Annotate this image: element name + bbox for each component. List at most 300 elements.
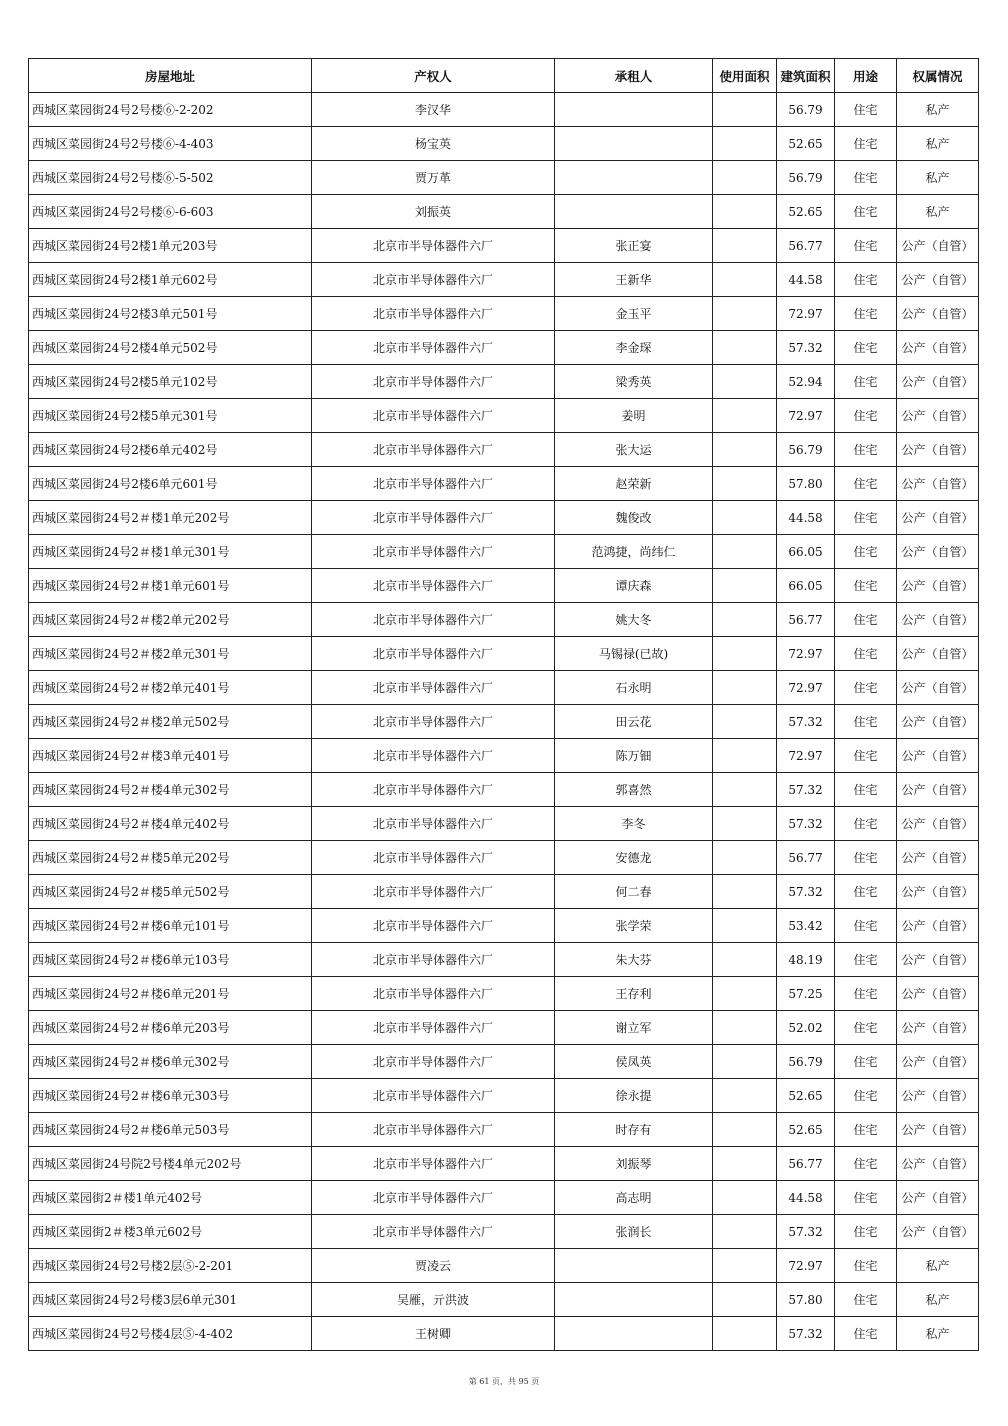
header-usage: 用途 (835, 59, 897, 93)
table-row (29, 569, 979, 603)
cell-ownership: 公产（自管） (897, 1045, 979, 1079)
cell-address: 西城区菜园街24号2＃楼2单元502号 (29, 705, 312, 739)
cell-ownership: 公产（自管） (897, 739, 979, 773)
table-row (29, 467, 979, 501)
cell-owner: 北京市半导体器件六厂 (312, 807, 555, 841)
cell-building-area: 72.97 (777, 1249, 835, 1283)
cell-usable-area (713, 297, 777, 331)
cell-building-area: 44.58 (777, 263, 835, 297)
cell-usage: 住宅 (835, 1045, 897, 1079)
cell-building-area: 72.97 (777, 637, 835, 671)
property-table (28, 58, 979, 1351)
table-row (29, 1113, 979, 1147)
cell-owner: 北京市半导体器件六厂 (312, 1045, 555, 1079)
cell-ownership: 公产（自管） (897, 229, 979, 263)
cell-usage: 住宅 (835, 1215, 897, 1249)
cell-tenant: 郭喜然 (555, 773, 713, 807)
cell-address: 西城区菜园街24号2楼6单元601号 (29, 467, 312, 501)
cell-usable-area (713, 807, 777, 841)
cell-ownership: 公产（自管） (897, 263, 979, 297)
cell-owner: 北京市半导体器件六厂 (312, 671, 555, 705)
header-owner: 产权人 (312, 59, 555, 93)
cell-usage: 住宅 (835, 467, 897, 501)
cell-building-area: 57.32 (777, 331, 835, 365)
cell-building-area: 53.42 (777, 909, 835, 943)
cell-usable-area (713, 875, 777, 909)
cell-usage: 住宅 (835, 1283, 897, 1317)
cell-usable-area (713, 93, 777, 127)
cell-owner: 北京市半导体器件六厂 (312, 569, 555, 603)
cell-tenant: 朱大芬 (555, 943, 713, 977)
table-row (29, 739, 979, 773)
table-row (29, 1045, 979, 1079)
cell-usage: 住宅 (835, 263, 897, 297)
table-row (29, 229, 979, 263)
cell-usage: 住宅 (835, 161, 897, 195)
header-ownership: 权属情况 (897, 59, 979, 93)
table-row (29, 331, 979, 365)
cell-building-area: 52.02 (777, 1011, 835, 1045)
cell-ownership: 公产（自管） (897, 467, 979, 501)
cell-building-area: 66.05 (777, 535, 835, 569)
cell-owner: 北京市半导体器件六厂 (312, 399, 555, 433)
cell-building-area: 57.32 (777, 1317, 835, 1351)
cell-tenant: 范鸿捷，尚纬仁 (555, 535, 713, 569)
cell-building-area: 57.80 (777, 467, 835, 501)
cell-tenant: 赵荣新 (555, 467, 713, 501)
cell-ownership: 私产 (897, 1317, 979, 1351)
table-row (29, 161, 979, 195)
cell-address: 西城区菜园街24号2楼5单元102号 (29, 365, 312, 399)
cell-building-area: 57.32 (777, 807, 835, 841)
cell-address: 西城区菜园街24号2＃楼6单元201号 (29, 977, 312, 1011)
cell-usable-area (713, 739, 777, 773)
cell-ownership: 私产 (897, 161, 979, 195)
cell-ownership: 公产（自管） (897, 501, 979, 535)
cell-usable-area (713, 1215, 777, 1249)
cell-usable-area (713, 671, 777, 705)
cell-building-area: 57.25 (777, 977, 835, 1011)
cell-usage: 住宅 (835, 331, 897, 365)
cell-address: 西城区菜园街24号2＃楼3单元401号 (29, 739, 312, 773)
cell-usable-area (713, 161, 777, 195)
table-row (29, 263, 979, 297)
cell-usage: 住宅 (835, 671, 897, 705)
cell-usable-area (713, 909, 777, 943)
table-row (29, 1317, 979, 1351)
cell-address: 西城区菜园街24号2号楼⑥-5-502 (29, 161, 312, 195)
cell-address: 西城区菜园街24号2号楼4层⑤-4-402 (29, 1317, 312, 1351)
cell-tenant: 石永明 (555, 671, 713, 705)
cell-owner: 北京市半导体器件六厂 (312, 637, 555, 671)
cell-usage: 住宅 (835, 229, 897, 263)
cell-ownership: 公产（自管） (897, 977, 979, 1011)
table-row (29, 773, 979, 807)
cell-address: 西城区菜园街24号2＃楼2单元401号 (29, 671, 312, 705)
cell-usage: 住宅 (835, 1011, 897, 1045)
cell-tenant: 梁秀英 (555, 365, 713, 399)
cell-ownership: 公产（自管） (897, 705, 979, 739)
cell-tenant: 谢立军 (555, 1011, 713, 1045)
table-row (29, 93, 979, 127)
cell-address: 西城区菜园街24号2＃楼6单元503号 (29, 1113, 312, 1147)
cell-usable-area (713, 705, 777, 739)
cell-address: 西城区菜园街2＃楼1单元402号 (29, 1181, 312, 1215)
cell-usage: 住宅 (835, 1147, 897, 1181)
header-tenant: 承租人 (555, 59, 713, 93)
cell-ownership: 公产（自管） (897, 535, 979, 569)
cell-ownership: 公产（自管） (897, 331, 979, 365)
table-row (29, 841, 979, 875)
cell-usage: 住宅 (835, 1317, 897, 1351)
cell-tenant (555, 93, 713, 127)
cell-owner: 北京市半导体器件六厂 (312, 297, 555, 331)
cell-address: 西城区菜园街24号2＃楼1单元301号 (29, 535, 312, 569)
table-header-row (29, 59, 979, 93)
cell-tenant: 田云花 (555, 705, 713, 739)
cell-tenant: 姜明 (555, 399, 713, 433)
cell-owner: 北京市半导体器件六厂 (312, 909, 555, 943)
cell-tenant: 张正宴 (555, 229, 713, 263)
cell-owner: 吴雁，亓洪波 (312, 1283, 555, 1317)
cell-building-area: 72.97 (777, 399, 835, 433)
cell-usable-area (713, 127, 777, 161)
cell-usable-area (713, 1317, 777, 1351)
table-row (29, 127, 979, 161)
table-row (29, 637, 979, 671)
cell-usage: 住宅 (835, 195, 897, 229)
cell-owner: 北京市半导体器件六厂 (312, 263, 555, 297)
cell-ownership: 公产（自管） (897, 943, 979, 977)
cell-usage: 住宅 (835, 501, 897, 535)
table-row (29, 807, 979, 841)
cell-usage: 住宅 (835, 569, 897, 603)
cell-usable-area (713, 1249, 777, 1283)
cell-ownership: 公产（自管） (897, 637, 979, 671)
cell-building-area: 56.79 (777, 161, 835, 195)
cell-owner: 北京市半导体器件六厂 (312, 1181, 555, 1215)
cell-tenant: 陈万钿 (555, 739, 713, 773)
cell-usable-area (713, 569, 777, 603)
cell-owner: 北京市半导体器件六厂 (312, 1147, 555, 1181)
table-row (29, 943, 979, 977)
cell-owner: 北京市半导体器件六厂 (312, 1011, 555, 1045)
table-row (29, 1283, 979, 1317)
table-row (29, 603, 979, 637)
cell-address: 西城区菜园街24号2＃楼1单元202号 (29, 501, 312, 535)
page-number: 第 61 页，共 95 页 (468, 1377, 540, 1386)
cell-usage: 住宅 (835, 739, 897, 773)
cell-building-area: 48.19 (777, 943, 835, 977)
cell-tenant: 时存有 (555, 1113, 713, 1147)
cell-usage: 住宅 (835, 909, 897, 943)
cell-tenant: 王新华 (555, 263, 713, 297)
cell-building-area: 56.77 (777, 841, 835, 875)
cell-ownership: 私产 (897, 93, 979, 127)
cell-building-area: 52.65 (777, 1079, 835, 1113)
cell-building-area: 72.97 (777, 671, 835, 705)
cell-address: 西城区菜园街24号院2号楼4单元202号 (29, 1147, 312, 1181)
header-address: 房屋地址 (29, 59, 312, 93)
cell-usable-area (713, 433, 777, 467)
cell-usage: 住宅 (835, 1249, 897, 1283)
cell-tenant: 张大运 (555, 433, 713, 467)
cell-building-area: 57.80 (777, 1283, 835, 1317)
cell-tenant: 王存利 (555, 977, 713, 1011)
cell-owner: 北京市半导体器件六厂 (312, 501, 555, 535)
table-row (29, 433, 979, 467)
cell-building-area: 56.79 (777, 433, 835, 467)
cell-usage: 住宅 (835, 637, 897, 671)
header-usable-area: 使用面积 (713, 59, 777, 93)
cell-owner: 刘振英 (312, 195, 555, 229)
cell-owner: 杨宝英 (312, 127, 555, 161)
cell-tenant: 安德龙 (555, 841, 713, 875)
cell-tenant: 谭庆森 (555, 569, 713, 603)
cell-owner: 北京市半导体器件六厂 (312, 739, 555, 773)
cell-usable-area (713, 637, 777, 671)
cell-address: 西城区菜园街24号2楼5单元301号 (29, 399, 312, 433)
table-body (29, 93, 979, 1351)
cell-ownership: 公产（自管） (897, 1147, 979, 1181)
cell-ownership: 私产 (897, 195, 979, 229)
table-row (29, 705, 979, 739)
cell-usable-area (713, 467, 777, 501)
cell-building-area: 56.77 (777, 229, 835, 263)
cell-building-area: 44.58 (777, 501, 835, 535)
cell-ownership: 公产（自管） (897, 365, 979, 399)
cell-usable-area (713, 977, 777, 1011)
cell-usage: 住宅 (835, 841, 897, 875)
cell-ownership: 公产（自管） (897, 399, 979, 433)
cell-building-area: 52.65 (777, 195, 835, 229)
cell-address: 西城区菜园街24号2＃楼5单元202号 (29, 841, 312, 875)
cell-owner: 贾凌云 (312, 1249, 555, 1283)
cell-usable-area (713, 773, 777, 807)
cell-ownership: 公产（自管） (897, 1181, 979, 1215)
table-row (29, 909, 979, 943)
cell-ownership: 公产（自管） (897, 909, 979, 943)
cell-owner: 北京市半导体器件六厂 (312, 1113, 555, 1147)
table-row (29, 671, 979, 705)
table-row (29, 1181, 979, 1215)
cell-tenant: 马锡禄(已故) (555, 637, 713, 671)
cell-building-area: 57.32 (777, 875, 835, 909)
cell-address: 西城区菜园街24号2＃楼2单元202号 (29, 603, 312, 637)
cell-building-area: 72.97 (777, 297, 835, 331)
cell-address: 西城区菜园街24号2号楼3层6单元301 (29, 1283, 312, 1317)
cell-tenant: 高志明 (555, 1181, 713, 1215)
cell-usable-area (713, 1283, 777, 1317)
cell-usable-area (713, 535, 777, 569)
cell-ownership: 公产（自管） (897, 569, 979, 603)
cell-ownership: 公产（自管） (897, 671, 979, 705)
cell-owner: 贾万革 (312, 161, 555, 195)
cell-address: 西城区菜园街24号2＃楼1单元601号 (29, 569, 312, 603)
cell-address: 西城区菜园街24号2＃楼6单元101号 (29, 909, 312, 943)
cell-building-area: 52.65 (777, 1113, 835, 1147)
cell-building-area: 72.97 (777, 739, 835, 773)
cell-tenant: 刘振琴 (555, 1147, 713, 1181)
cell-building-area: 57.32 (777, 773, 835, 807)
cell-tenant: 姚大冬 (555, 603, 713, 637)
cell-owner: 北京市半导体器件六厂 (312, 467, 555, 501)
cell-address: 西城区菜园街24号2号楼⑥-4-403 (29, 127, 312, 161)
cell-ownership: 公产（自管） (897, 603, 979, 637)
cell-owner: 北京市半导体器件六厂 (312, 1079, 555, 1113)
cell-owner: 北京市半导体器件六厂 (312, 705, 555, 739)
cell-usable-area (713, 1011, 777, 1045)
cell-usage: 住宅 (835, 943, 897, 977)
cell-ownership: 公产（自管） (897, 1079, 979, 1113)
cell-owner: 北京市半导体器件六厂 (312, 331, 555, 365)
table-row (29, 1147, 979, 1181)
cell-usage: 住宅 (835, 807, 897, 841)
cell-usable-area (713, 399, 777, 433)
cell-usage: 住宅 (835, 1113, 897, 1147)
cell-usage: 住宅 (835, 773, 897, 807)
table-row (29, 977, 979, 1011)
cell-building-area: 52.65 (777, 127, 835, 161)
cell-tenant: 何二春 (555, 875, 713, 909)
cell-address: 西城区菜园街24号2楼3单元501号 (29, 297, 312, 331)
table-row (29, 399, 979, 433)
cell-address: 西城区菜园街24号2＃楼2单元301号 (29, 637, 312, 671)
cell-address: 西城区菜园街24号2＃楼6单元303号 (29, 1079, 312, 1113)
table-row (29, 1215, 979, 1249)
cell-address: 西城区菜园街24号2＃楼6单元203号 (29, 1011, 312, 1045)
cell-usage: 住宅 (835, 1181, 897, 1215)
cell-usage: 住宅 (835, 433, 897, 467)
cell-owner: 北京市半导体器件六厂 (312, 433, 555, 467)
cell-tenant: 张学荣 (555, 909, 713, 943)
cell-tenant (555, 1249, 713, 1283)
cell-ownership: 公产（自管） (897, 807, 979, 841)
cell-building-area: 56.77 (777, 603, 835, 637)
cell-tenant (555, 195, 713, 229)
cell-ownership: 公产（自管） (897, 297, 979, 331)
table-row (29, 1011, 979, 1045)
cell-address: 西城区菜园街24号2楼1单元602号 (29, 263, 312, 297)
cell-usable-area (713, 841, 777, 875)
cell-owner: 北京市半导体器件六厂 (312, 229, 555, 263)
cell-usage: 住宅 (835, 93, 897, 127)
cell-owner: 北京市半导体器件六厂 (312, 603, 555, 637)
cell-tenant (555, 1317, 713, 1351)
cell-usable-area (713, 365, 777, 399)
cell-usage: 住宅 (835, 127, 897, 161)
cell-owner: 李汉华 (312, 93, 555, 127)
table-row (29, 875, 979, 909)
cell-owner: 北京市半导体器件六厂 (312, 875, 555, 909)
cell-owner: 北京市半导体器件六厂 (312, 365, 555, 399)
cell-ownership: 私产 (897, 1283, 979, 1317)
cell-usage: 住宅 (835, 875, 897, 909)
cell-usage: 住宅 (835, 365, 897, 399)
table-row (29, 195, 979, 229)
cell-owner: 北京市半导体器件六厂 (312, 773, 555, 807)
cell-usable-area (713, 1147, 777, 1181)
cell-owner: 北京市半导体器件六厂 (312, 977, 555, 1011)
cell-usage: 住宅 (835, 297, 897, 331)
cell-ownership: 私产 (897, 127, 979, 161)
cell-address: 西城区菜园街2＃楼3单元602号 (29, 1215, 312, 1249)
cell-usage: 住宅 (835, 1079, 897, 1113)
cell-ownership: 私产 (897, 1249, 979, 1283)
cell-usable-area (713, 229, 777, 263)
cell-ownership: 公产（自管） (897, 841, 979, 875)
cell-usable-area (713, 195, 777, 229)
cell-building-area: 44.58 (777, 1181, 835, 1215)
cell-usable-area (713, 331, 777, 365)
cell-building-area: 66.05 (777, 569, 835, 603)
cell-address: 西城区菜园街24号2＃楼4单元302号 (29, 773, 312, 807)
cell-ownership: 公产（自管） (897, 875, 979, 909)
cell-building-area: 56.79 (777, 1045, 835, 1079)
table-row (29, 1249, 979, 1283)
cell-usable-area (713, 603, 777, 637)
cell-building-area: 57.32 (777, 1215, 835, 1249)
cell-ownership: 公产（自管） (897, 1113, 979, 1147)
cell-owner: 北京市半导体器件六厂 (312, 535, 555, 569)
cell-ownership: 公产（自管） (897, 1011, 979, 1045)
cell-building-area: 52.94 (777, 365, 835, 399)
cell-building-area: 57.32 (777, 705, 835, 739)
cell-owner: 王树卿 (312, 1317, 555, 1351)
cell-ownership: 公产（自管） (897, 433, 979, 467)
cell-owner: 北京市半导体器件六厂 (312, 841, 555, 875)
cell-address: 西城区菜园街24号2楼4单元502号 (29, 331, 312, 365)
cell-usable-area (713, 1079, 777, 1113)
cell-tenant (555, 127, 713, 161)
cell-tenant: 李金琛 (555, 331, 713, 365)
cell-address: 西城区菜园街24号2＃楼6单元103号 (29, 943, 312, 977)
cell-tenant: 李冬 (555, 807, 713, 841)
cell-tenant: 张润长 (555, 1215, 713, 1249)
cell-usage: 住宅 (835, 535, 897, 569)
cell-usage: 住宅 (835, 603, 897, 637)
cell-usable-area (713, 1045, 777, 1079)
cell-usage: 住宅 (835, 977, 897, 1011)
cell-tenant: 魏俊改 (555, 501, 713, 535)
cell-owner: 北京市半导体器件六厂 (312, 943, 555, 977)
cell-owner: 北京市半导体器件六厂 (312, 1215, 555, 1249)
cell-address: 西城区菜园街24号2号楼⑥-2-202 (29, 93, 312, 127)
cell-usage: 住宅 (835, 705, 897, 739)
cell-usable-area (713, 1113, 777, 1147)
header-building-area: 建筑面积 (777, 59, 835, 93)
cell-address: 西城区菜园街24号2号楼2层⑤-2-201 (29, 1249, 312, 1283)
cell-address: 西城区菜园街24号2＃楼5单元502号 (29, 875, 312, 909)
cell-tenant (555, 161, 713, 195)
cell-tenant (555, 1283, 713, 1317)
cell-address: 西城区菜园街24号2号楼⑥-6-603 (29, 195, 312, 229)
table-row (29, 365, 979, 399)
cell-usable-area (713, 943, 777, 977)
cell-address: 西城区菜园街24号2楼1单元203号 (29, 229, 312, 263)
table-row (29, 535, 979, 569)
table-row (29, 501, 979, 535)
cell-building-area: 56.77 (777, 1147, 835, 1181)
cell-address: 西城区菜园街24号2＃楼6单元302号 (29, 1045, 312, 1079)
table-row (29, 297, 979, 331)
cell-usable-area (713, 501, 777, 535)
cell-address: 西城区菜园街24号2＃楼4单元402号 (29, 807, 312, 841)
cell-building-area: 56.79 (777, 93, 835, 127)
cell-usage: 住宅 (835, 399, 897, 433)
cell-address: 西城区菜园街24号2楼6单元402号 (29, 433, 312, 467)
cell-usable-area (713, 263, 777, 297)
